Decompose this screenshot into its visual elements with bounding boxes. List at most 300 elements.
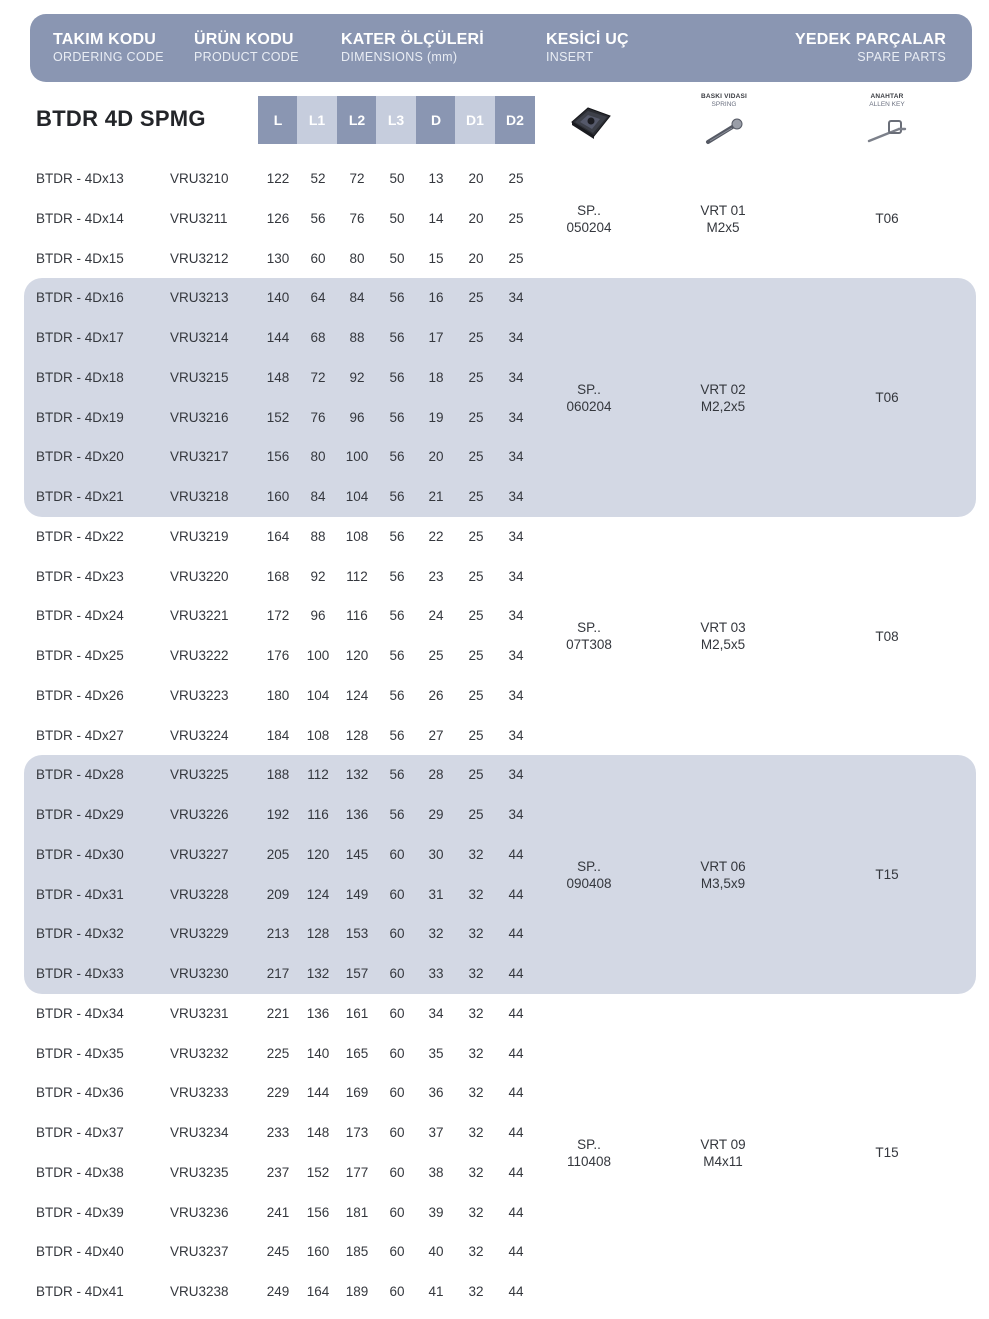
dim-L1: 100 — [306, 648, 330, 663]
dim-L2: 120 — [345, 648, 369, 663]
dim-L1: 92 — [310, 568, 326, 584]
dim-L: 122 — [266, 171, 290, 186]
dim-header-L: L — [258, 96, 298, 144]
ordering-code: BTDR - 4Dx38 — [36, 1164, 124, 1180]
dim-D: 16 — [428, 290, 444, 306]
dim-D1: 32 — [468, 1164, 484, 1180]
header-col1-en: ORDERING CODE — [53, 50, 164, 64]
dim-L: 229 — [266, 1085, 290, 1101]
dim-L: 225 — [266, 1045, 290, 1061]
dim-D: 35 — [428, 1045, 444, 1061]
dim-D1: 32 — [468, 1284, 484, 1299]
dim-D2: 34 — [508, 727, 524, 743]
ordering-code: BTDR - 4Dx34 — [36, 1005, 124, 1021]
dim-header-L3: L3 — [376, 96, 416, 144]
dim-L3: 60 — [389, 1244, 405, 1260]
dim-D1: 32 — [468, 966, 484, 981]
insert-code — [549, 858, 629, 892]
ordering-code: BTDR - 4Dx13 — [36, 171, 124, 186]
dim-D2: 44 — [508, 1164, 524, 1180]
insert-code — [549, 1136, 629, 1170]
dim-D2: 34 — [508, 608, 524, 624]
table-row — [24, 835, 976, 875]
header-ordering-code — [53, 31, 164, 65]
dim-L1: 156 — [306, 1204, 330, 1220]
table-row — [24, 1272, 976, 1312]
dim-L2: 116 — [346, 608, 368, 624]
dim-L2: 161 — [345, 1005, 369, 1021]
dim-L1: 72 — [310, 369, 326, 385]
key-code: T15 — [875, 1145, 899, 1161]
dim-D2: 34 — [508, 528, 524, 544]
dim-L1: 68 — [310, 330, 326, 345]
dim-L2: 112 — [346, 568, 368, 584]
insert-code-line: SP.. — [577, 202, 601, 218]
dim-L1: 160 — [306, 1244, 330, 1260]
dim-L: 213 — [266, 926, 290, 942]
dim-D: 14 — [428, 210, 444, 226]
dim-L1: 144 — [306, 1085, 330, 1101]
dim-D: 17 — [428, 330, 444, 345]
product-code: VRU3211 — [170, 210, 228, 226]
table-row — [24, 1073, 976, 1113]
product-code: VRU3216 — [170, 409, 229, 425]
header-col3-en: DIMENSIONS (mm) — [341, 50, 458, 64]
dim-D: 25 — [428, 648, 444, 663]
dim-L1: 152 — [306, 1164, 330, 1180]
ordering-code: BTDR - 4Dx24 — [36, 608, 124, 624]
ordering-code: BTDR - 4Dx20 — [36, 449, 124, 465]
header-col3-tr: KATER ÖLÇÜLERİ — [341, 31, 484, 48]
dim-D2: 34 — [508, 687, 524, 703]
dim-D: 32 — [428, 926, 444, 942]
dim-L2: 169 — [345, 1085, 369, 1101]
product-code: VRU3222 — [170, 648, 229, 663]
product-code: VRU3219 — [170, 528, 229, 544]
insert-code-line: 050204 — [566, 219, 612, 235]
dim-D: 40 — [428, 1244, 444, 1260]
dim-D1: 32 — [468, 886, 484, 902]
dim-L2: 92 — [349, 369, 365, 385]
insert-code-line: SP.. — [577, 381, 601, 397]
table-row — [24, 875, 976, 915]
dim-L: 221 — [266, 1005, 290, 1021]
dim-D: 23 — [428, 568, 444, 584]
dim-L: 140 — [266, 290, 290, 306]
product-code: VRU3230 — [170, 966, 229, 981]
product-code: VRU3238 — [170, 1284, 229, 1299]
dim-header-L2: L2 — [337, 96, 377, 144]
dim-D: 29 — [428, 807, 444, 822]
dim-L: 233 — [266, 1125, 290, 1140]
dim-D: 21 — [428, 489, 444, 504]
dim-D2: 34 — [508, 449, 524, 465]
dim-header-D: D — [416, 96, 456, 144]
ordering-code: BTDR - 4Dx18 — [36, 369, 124, 385]
screw-code-line: M4x11 — [703, 1153, 743, 1169]
dim-header-D1: D1 — [455, 96, 495, 144]
table-row — [24, 1113, 976, 1153]
row-group — [24, 994, 976, 1312]
table-row — [24, 477, 976, 517]
product-code: VRU3236 — [170, 1204, 229, 1220]
insert-code-line: SP.. — [577, 858, 601, 874]
insert-code-line: 110408 — [566, 1153, 612, 1169]
dim-L3: 60 — [389, 926, 405, 942]
dim-L1: 132 — [306, 966, 330, 981]
screw-code — [683, 381, 763, 415]
screw-code-line: M3,5x9 — [700, 875, 746, 891]
dim-D2: 44 — [508, 966, 524, 981]
dim-D2: 44 — [508, 1085, 524, 1101]
ordering-code: BTDR - 4Dx37 — [36, 1125, 124, 1140]
table-row — [24, 914, 976, 954]
dim-L2: 72 — [349, 171, 365, 186]
dim-L2: 149 — [345, 886, 369, 902]
dim-L2: 165 — [345, 1045, 369, 1061]
table-row — [24, 557, 976, 597]
insert-code — [549, 381, 629, 415]
ordering-code: BTDR - 4Dx41 — [36, 1284, 124, 1299]
ordering-code: BTDR - 4Dx29 — [36, 807, 124, 822]
dim-L1: 52 — [310, 171, 326, 186]
ordering-code: BTDR - 4Dx33 — [36, 966, 124, 981]
dim-D1: 25 — [468, 330, 484, 345]
dim-L3: 60 — [389, 1045, 405, 1061]
product-code: VRU3234 — [170, 1125, 229, 1140]
dim-D1: 20 — [468, 171, 484, 186]
dim-L2: 84 — [349, 290, 365, 306]
dim-D1: 25 — [468, 687, 484, 703]
dim-L: 180 — [266, 687, 290, 703]
dim-L3: 50 — [389, 250, 405, 266]
dim-D1: 25 — [468, 648, 484, 663]
dim-L: 156 — [266, 449, 290, 465]
dim-L: 148 — [266, 369, 290, 385]
dim-L2: 104 — [345, 489, 369, 504]
dim-L: 209 — [266, 886, 290, 902]
dim-header-L1: L1 — [297, 96, 337, 144]
dim-L2: 173 — [345, 1125, 369, 1140]
dim-L2: 108 — [345, 528, 369, 544]
key-label-en: ALLEN KEY — [869, 101, 905, 108]
dim-L1: 80 — [310, 449, 326, 465]
product-code: VRU3237 — [170, 1244, 229, 1260]
table-row — [24, 199, 976, 239]
screw-code-line: VRT 03 — [700, 620, 746, 635]
dim-L3: 56 — [389, 369, 405, 385]
dim-D: 41 — [428, 1284, 444, 1299]
dim-L: 164 — [266, 528, 290, 544]
dim-L: 144 — [266, 330, 290, 345]
key-label-tr: ANAHTAR — [870, 93, 904, 100]
dim-L1: 148 — [306, 1125, 330, 1140]
dim-L1: 64 — [310, 290, 326, 306]
dim-L: 184 — [266, 727, 290, 743]
dim-L3: 60 — [389, 966, 405, 981]
dim-L2: 124 — [345, 687, 369, 703]
header-col5-tr: YEDEK PARÇALAR — [795, 31, 946, 48]
dim-L1: 60 — [310, 250, 326, 266]
row-group — [24, 517, 976, 756]
key-part — [857, 93, 917, 147]
dim-L3: 60 — [389, 1085, 405, 1101]
dim-D2: 34 — [508, 369, 524, 385]
dim-L3: 56 — [389, 290, 405, 306]
dim-L3: 56 — [389, 528, 405, 544]
dim-L: 205 — [266, 846, 290, 862]
table-row — [24, 1232, 976, 1272]
ordering-code: BTDR - 4Dx23 — [36, 568, 124, 584]
dim-L1: 116 — [307, 807, 329, 822]
dim-L: 172 — [266, 608, 290, 624]
dim-L1: 140 — [306, 1045, 330, 1061]
ordering-code: BTDR - 4Dx35 — [36, 1045, 124, 1061]
dim-L: 152 — [266, 409, 290, 425]
header-spare-parts — [795, 31, 946, 65]
dim-L1: 104 — [306, 687, 330, 703]
ordering-code: BTDR - 4Dx19 — [36, 409, 124, 425]
dim-L3: 60 — [389, 1204, 405, 1220]
dim-D: 27 — [428, 727, 444, 743]
screw-icon — [702, 117, 746, 147]
dim-L: 168 — [266, 568, 290, 584]
dim-L: 160 — [266, 489, 290, 504]
dim-D: 38 — [428, 1164, 444, 1180]
row-group — [24, 278, 976, 517]
dim-L: 188 — [266, 767, 290, 783]
dim-L2: 80 — [349, 250, 365, 266]
dim-D1: 25 — [468, 409, 484, 425]
dim-D2: 44 — [508, 846, 524, 862]
dim-D1: 20 — [468, 250, 484, 266]
screw-part — [694, 93, 754, 147]
insert-code — [549, 202, 629, 236]
header-col2-en: PRODUCT CODE — [194, 50, 299, 64]
product-code: VRU3220 — [170, 568, 229, 584]
header-col1-tr: TAKIM KODU — [53, 31, 157, 48]
dim-D2: 34 — [508, 807, 524, 822]
product-code: VRU3215 — [170, 369, 229, 385]
dim-D1: 20 — [468, 210, 484, 226]
screw-code-line: M2x5 — [706, 219, 740, 235]
ordering-code: BTDR - 4Dx40 — [36, 1244, 124, 1260]
table-row — [24, 398, 976, 438]
dim-L2: 189 — [345, 1284, 369, 1299]
ordering-code: BTDR - 4Dx32 — [36, 926, 124, 942]
insert-icon — [566, 102, 614, 142]
product-code: VRU3224 — [170, 727, 229, 743]
ordering-code: BTDR - 4Dx22 — [36, 528, 124, 544]
dim-L: 245 — [266, 1244, 290, 1260]
allen-key-icon — [865, 117, 909, 147]
dim-D2: 25 — [508, 171, 524, 186]
header-dimensions — [341, 31, 484, 65]
key-code: T06 — [875, 211, 899, 227]
dim-L2: 100 — [345, 449, 369, 465]
dim-D2: 34 — [508, 568, 524, 584]
spring-label-en: SPRING — [711, 101, 737, 108]
ordering-code: BTDR - 4Dx39 — [36, 1204, 124, 1220]
insert-code-line: 07T308 — [566, 637, 612, 652]
dim-L1: 124 — [306, 886, 330, 902]
dim-L3: 50 — [389, 210, 405, 226]
ordering-code: BTDR - 4Dx21 — [36, 489, 124, 504]
screw-code-line: VRT 06 — [700, 858, 746, 874]
screw-code — [683, 619, 763, 653]
dim-D1: 32 — [468, 1005, 484, 1021]
screw-code-line: VRT 09 — [700, 1136, 746, 1152]
product-code: VRU3214 — [170, 330, 229, 345]
dim-L3: 56 — [389, 807, 405, 822]
dim-L2: 145 — [345, 846, 369, 862]
dim-D1: 25 — [468, 290, 484, 306]
dim-L3: 60 — [389, 886, 405, 902]
dim-D2: 44 — [508, 886, 524, 902]
dim-D: 34 — [428, 1005, 444, 1021]
dim-L3: 60 — [389, 1125, 405, 1140]
dim-D1: 32 — [468, 1244, 484, 1260]
table-row — [24, 1034, 976, 1074]
header-col4-en: INSERT — [546, 50, 594, 64]
screw-code-line: VRT 02 — [700, 381, 746, 397]
ordering-code: BTDR - 4Dx28 — [36, 767, 124, 783]
ordering-code: BTDR - 4Dx31 — [36, 886, 124, 902]
product-code: VRU3221 — [170, 608, 229, 624]
ordering-code: BTDR - 4Dx27 — [36, 727, 124, 743]
table-row — [24, 318, 976, 358]
dim-L3: 56 — [389, 330, 405, 345]
dim-L1: 128 — [306, 926, 330, 942]
product-family-title: BTDR 4D SPMG — [36, 106, 206, 131]
dim-L1: 120 — [306, 846, 330, 862]
dim-D2: 34 — [508, 767, 524, 783]
dim-D2: 44 — [508, 1125, 524, 1140]
table-row — [24, 239, 976, 279]
dim-D1: 32 — [468, 1204, 484, 1220]
dim-L1: 96 — [310, 608, 326, 624]
dim-L3: 60 — [389, 1284, 405, 1299]
dim-D2: 25 — [508, 250, 524, 266]
dim-D1: 25 — [468, 568, 484, 584]
dim-D: 18 — [428, 369, 444, 385]
dim-L3: 56 — [389, 727, 405, 743]
dim-D: 13 — [428, 171, 444, 186]
dim-header-D2: D2 — [495, 96, 535, 144]
table-row — [24, 676, 976, 716]
dim-L3: 56 — [389, 409, 405, 425]
dim-L: 130 — [266, 250, 290, 266]
table-row — [24, 795, 976, 835]
dim-D2: 44 — [508, 1005, 524, 1021]
key-code: T06 — [875, 390, 899, 405]
spring-label-tr: BASKI VIDASI — [700, 93, 748, 100]
header-product-code — [194, 31, 299, 65]
dim-D1: 32 — [468, 846, 484, 862]
dim-D1: 25 — [468, 449, 484, 465]
dim-L2: 153 — [345, 926, 369, 942]
header-bar — [30, 14, 972, 82]
dim-D2: 44 — [508, 1244, 524, 1260]
screw-code-line: VRT 01 — [700, 202, 746, 218]
ordering-code: BTDR - 4Dx26 — [36, 687, 124, 703]
dim-L: 176 — [266, 648, 290, 663]
dim-D1: 25 — [468, 807, 484, 822]
dim-D1: 25 — [468, 489, 484, 504]
dim-L: 217 — [266, 966, 290, 981]
dim-D1: 25 — [468, 608, 484, 624]
product-code: VRU3212 — [170, 250, 229, 266]
ordering-code: BTDR - 4Dx25 — [36, 648, 124, 663]
dim-D: 24 — [428, 608, 444, 624]
dim-D: 37 — [428, 1125, 444, 1140]
screw-code-line: M2,5x5 — [700, 637, 746, 652]
dim-L3: 56 — [389, 568, 405, 584]
table-row — [24, 437, 976, 477]
dim-D2: 34 — [508, 489, 524, 504]
dim-D2: 44 — [508, 1204, 524, 1220]
dim-D1: 32 — [468, 1125, 484, 1140]
product-code: VRU3217 — [170, 449, 229, 465]
key-code: T15 — [875, 867, 899, 882]
dim-D: 30 — [428, 846, 444, 862]
product-code: VRU3213 — [170, 290, 229, 306]
dim-D1: 32 — [468, 926, 484, 942]
dim-L: 249 — [266, 1284, 290, 1299]
dim-L3: 60 — [389, 1005, 405, 1021]
dim-L3: 56 — [389, 608, 405, 624]
dim-D: 22 — [428, 528, 444, 544]
insert-code-line: 060204 — [566, 398, 612, 414]
product-code: VRU3229 — [170, 926, 229, 942]
product-code: VRU3228 — [170, 886, 229, 902]
dim-D: 33 — [428, 966, 444, 981]
dim-L2: 136 — [345, 807, 369, 822]
table-row — [24, 1193, 976, 1233]
dim-D1: 32 — [468, 1045, 484, 1061]
dim-L3: 60 — [389, 1164, 405, 1180]
dim-D2: 34 — [508, 409, 524, 425]
dim-L2: 185 — [345, 1244, 369, 1260]
header-col4-tr: KESİCİ UÇ — [546, 31, 629, 48]
ordering-code: BTDR - 4Dx30 — [36, 846, 124, 862]
dim-L1: 164 — [306, 1284, 330, 1299]
ordering-code: BTDR - 4Dx14 — [36, 210, 124, 226]
screw-code-line: M2,2x5 — [700, 398, 746, 414]
insert-code — [549, 619, 629, 653]
table-row — [24, 278, 976, 318]
screw-code — [683, 1136, 763, 1170]
dim-D1: 25 — [468, 727, 484, 743]
table-row — [24, 716, 976, 756]
product-code: VRU3225 — [170, 767, 229, 783]
dim-L3: 56 — [389, 767, 405, 783]
ordering-code: BTDR - 4Dx16 — [36, 290, 124, 306]
product-code: VRU3223 — [170, 687, 229, 703]
dim-L: 126 — [266, 210, 290, 226]
product-code: VRU3235 — [170, 1164, 229, 1180]
dim-L1: 76 — [310, 409, 326, 425]
dim-D: 26 — [428, 687, 444, 703]
table-row — [24, 517, 976, 557]
dim-D2: 44 — [508, 1045, 524, 1061]
dim-L: 192 — [266, 807, 290, 822]
dim-L2: 76 — [349, 210, 365, 226]
header-insert — [546, 31, 629, 65]
table-row — [24, 636, 976, 676]
dim-L2: 128 — [345, 727, 369, 743]
header-col2-tr: ÜRÜN KODU — [194, 31, 294, 48]
